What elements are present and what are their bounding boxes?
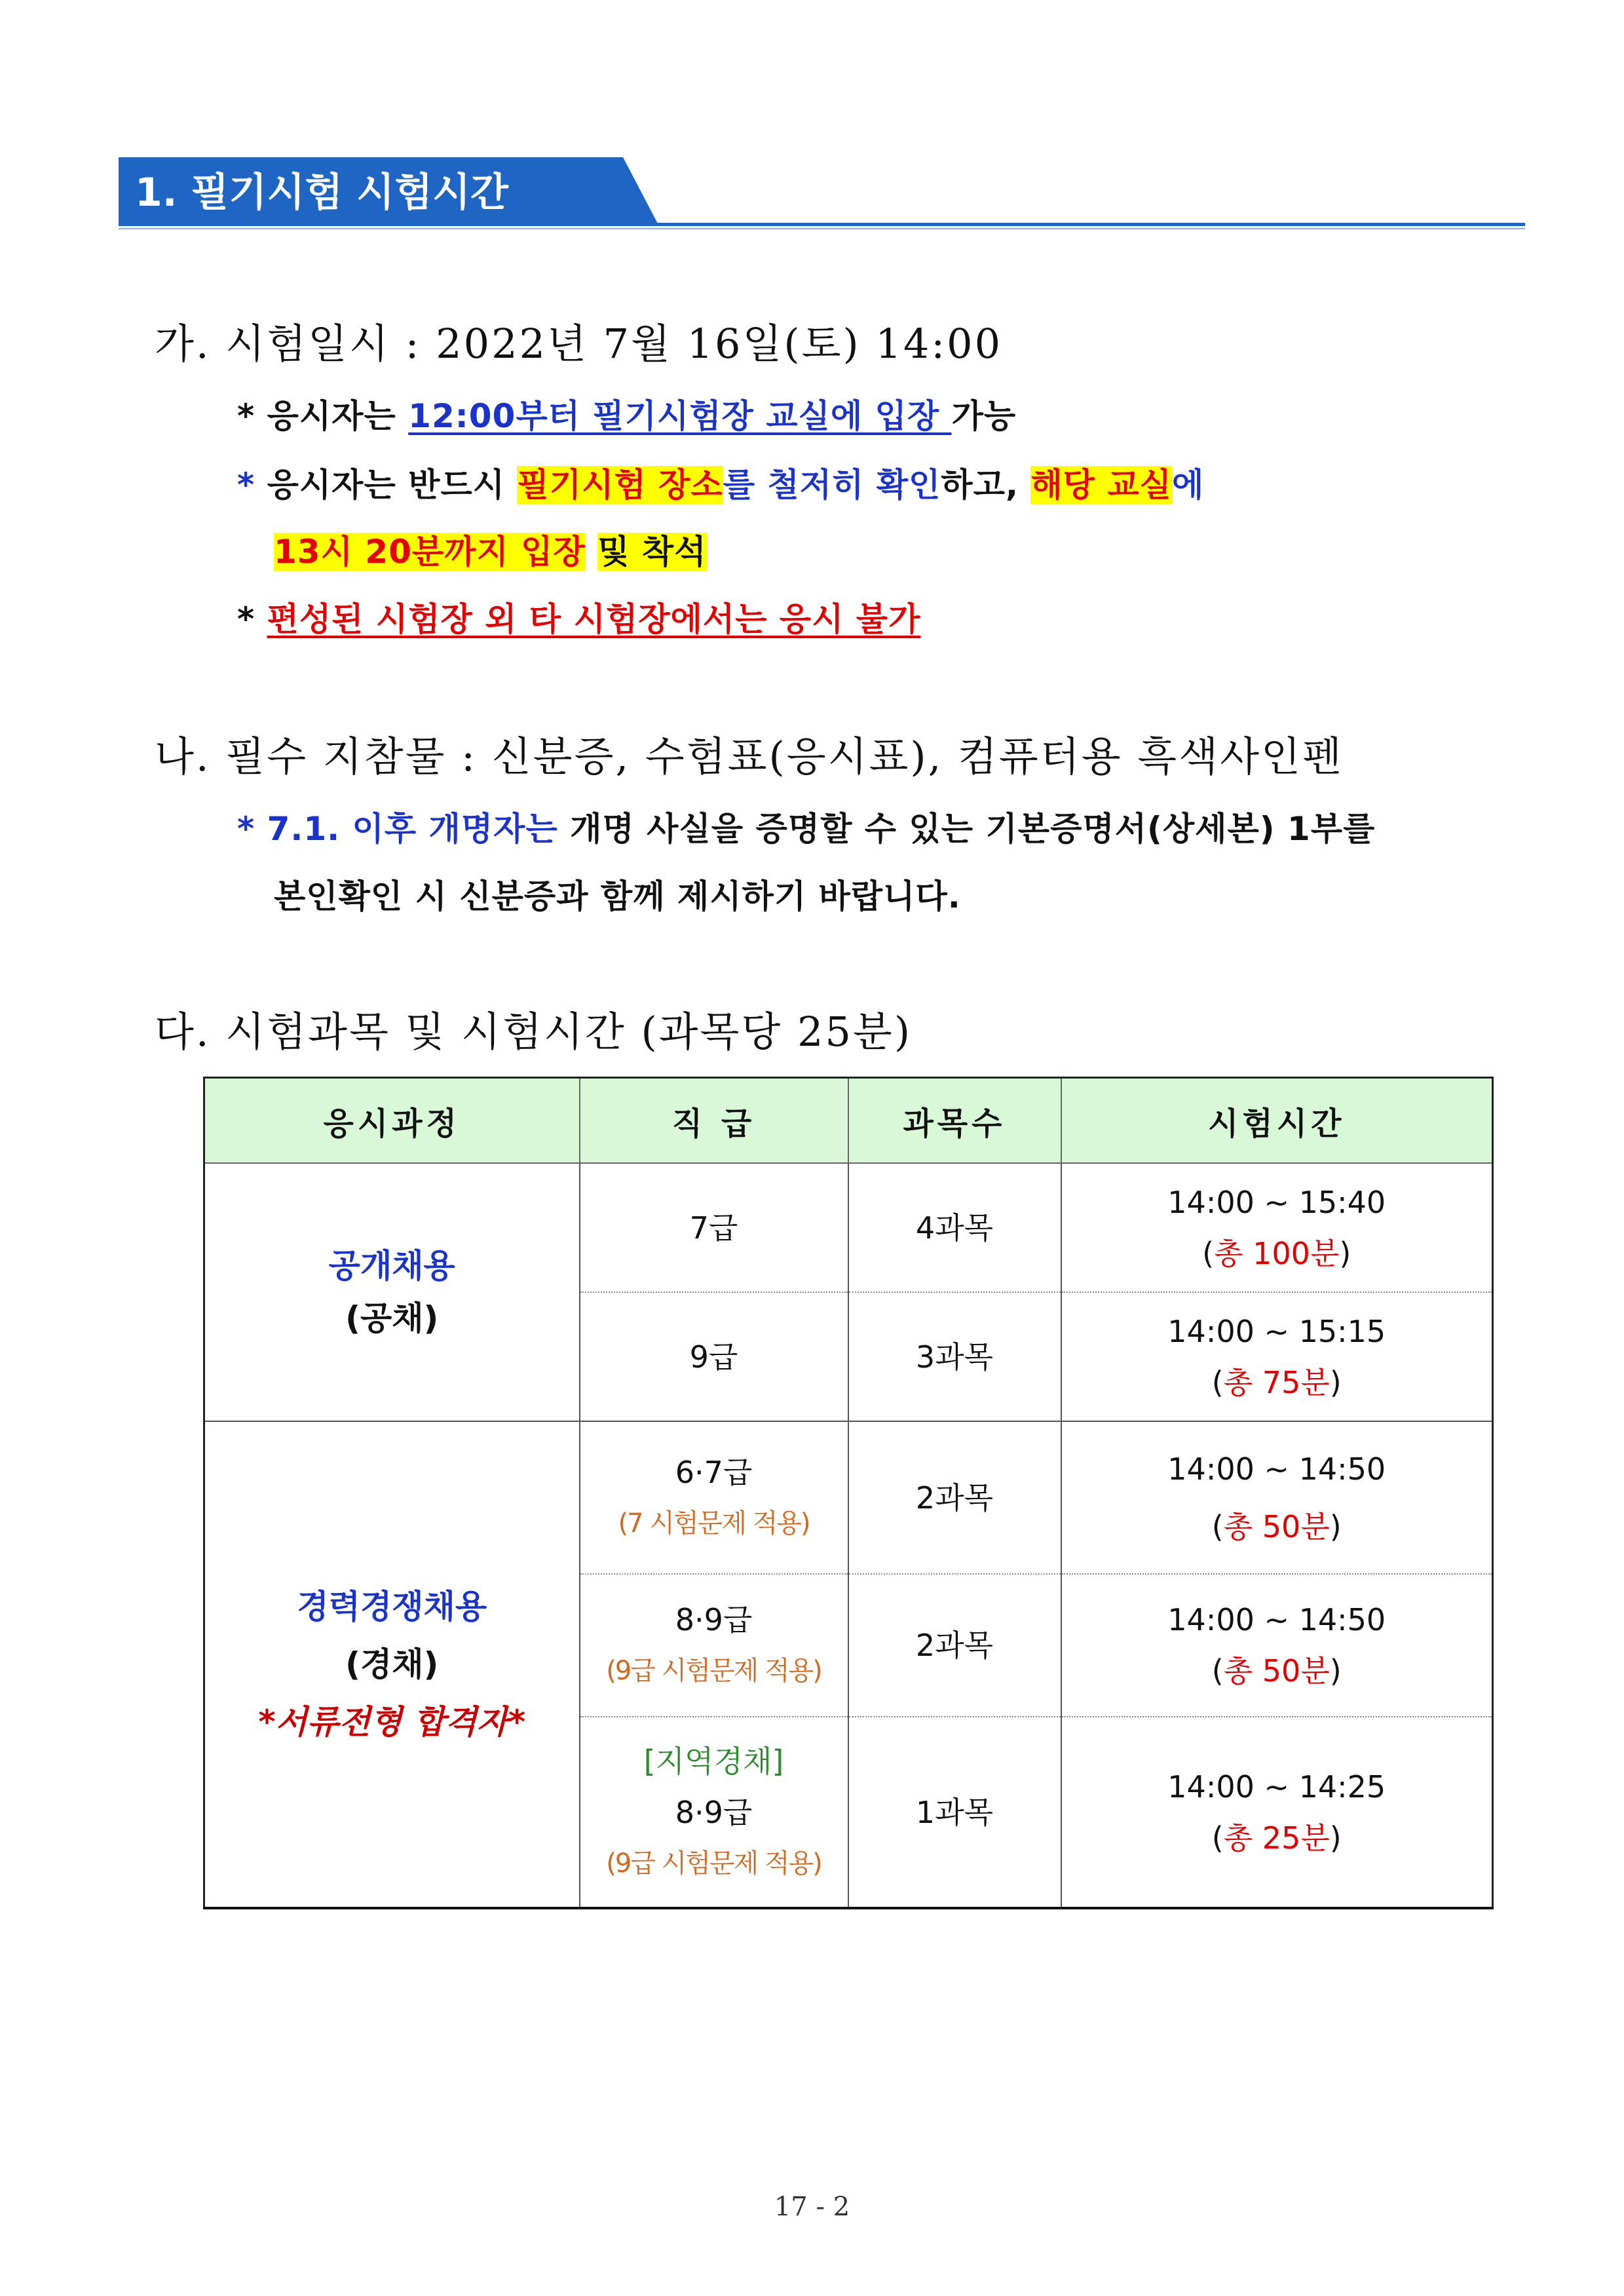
paren: ( (1211, 1364, 1224, 1400)
grade-name: 8·9급 (675, 1602, 753, 1637)
course-career (204, 1421, 580, 1908)
bullet-text: 에 (1171, 466, 1205, 504)
bullet-text: 를 (723, 466, 768, 504)
bullet-text-end: 가능 (951, 397, 1017, 435)
bullet-star: * (237, 397, 267, 435)
spacer-text (586, 533, 597, 571)
bullet-entry-time (237, 393, 1016, 439)
time-total (1062, 1645, 1492, 1696)
exam-schedule-table (203, 1077, 1494, 1909)
time-cell (1061, 1163, 1493, 1292)
highlight-exam-location: 필기시험 장소 (517, 466, 723, 504)
course-open (204, 1163, 580, 1421)
time-total (1062, 1501, 1492, 1552)
total-minutes: 총 25분 (1223, 1820, 1330, 1856)
bullet-star: * (237, 810, 267, 848)
total-minutes: 총 50분 (1223, 1653, 1330, 1689)
paren: ( (1211, 1653, 1224, 1689)
time-range: 14:00 ~ 14:50 (1167, 1451, 1386, 1487)
bullet-star: * (237, 466, 267, 504)
grade-cell (580, 1717, 848, 1908)
bullet-star: * (237, 600, 267, 638)
subjects-cell: 3과목 (848, 1292, 1061, 1421)
time-cell (1061, 1717, 1493, 1908)
time-range: 14:00 ~ 15:15 (1167, 1313, 1386, 1349)
time-cell (1061, 1574, 1493, 1717)
bullet-no-other-site (237, 596, 920, 642)
total-minutes: 총 100분 (1214, 1235, 1340, 1271)
paren: ( (1211, 1508, 1224, 1544)
paren: ) (1329, 1364, 1342, 1400)
total-minutes: 총 75분 (1223, 1364, 1330, 1400)
course-name: 경력경쟁채용 (297, 1588, 487, 1626)
subjects-cell: 2과목 (848, 1574, 1061, 1717)
paren: ) (1329, 1653, 1342, 1689)
highlight-seated: 및 착석 (597, 533, 707, 571)
paren: ) (1339, 1235, 1351, 1271)
bullet-check-room (237, 462, 1204, 508)
entry-time-text: 12:00부터 필기시험장 교실에 입장 (408, 397, 952, 435)
grade-note: (9급 시험문제 적용) (606, 1848, 821, 1879)
note-name-change-line2: 본인확인 시 신분증과 함께 제시하기 바랍니다. (274, 877, 961, 915)
time-total (1062, 1812, 1492, 1864)
grade-name: 8·9급 (675, 1794, 753, 1830)
time-range: 14:00 ~ 14:25 (1167, 1769, 1386, 1805)
header-time: 시험시간 (1061, 1078, 1493, 1164)
page-number: 17 - 2 (774, 2192, 850, 2222)
bullet-check-room-line2 (274, 529, 707, 575)
paren: ) (1329, 1508, 1342, 1544)
grade-cell (580, 1421, 848, 1574)
time-range: 14:00 ~ 14:50 (1167, 1602, 1386, 1637)
time-cell (1061, 1421, 1493, 1574)
total-minutes: 총 50분 (1223, 1508, 1330, 1544)
table-header-row (204, 1078, 1493, 1164)
grade-name: 6·7급 (675, 1454, 753, 1490)
time-total (1062, 1357, 1492, 1408)
course-abbr: (경채) (345, 1645, 439, 1683)
time-cell (1061, 1292, 1493, 1421)
grade-note: (7 시험문제 적용) (618, 1508, 810, 1539)
paren: ) (1329, 1820, 1342, 1856)
highlight-classroom: 해당 교실 (1030, 466, 1172, 504)
section-rule (119, 223, 1525, 226)
subjects-cell: 2과목 (848, 1421, 1061, 1574)
heading-required-items: 나. 필수 지참물 : 신분증, 수험표(응시표), 컴퓨터용 흑색사인펜 (155, 733, 1344, 780)
header-subjects: 과목수 (848, 1078, 1061, 1164)
table-row (204, 1421, 1493, 1574)
heading-exam-date: 가. 시험일시 : 2022년 7월 16일(토) 14:00 (155, 320, 1003, 368)
paren: ( (1202, 1235, 1215, 1271)
heading-subjects-time: 다. 시험과목 및 시험시간 (과목당 25분) (155, 1008, 913, 1056)
bullet-text: 응시자는 (267, 397, 409, 435)
highlight-entry-deadline: 13시 20분까지 입장 (274, 533, 586, 571)
subjects-cell: 1과목 (848, 1717, 1061, 1908)
section-rule-thin (119, 228, 1525, 229)
warning-text: 편성된 시험장 외 타 시험장에서는 응시 불가 (267, 600, 921, 638)
section-title: 1. 필기시험 시험시간 (135, 170, 508, 216)
note-blue-text: 7.1. 이후 개명자는 (267, 810, 558, 848)
grade-cell: 9급 (580, 1292, 848, 1421)
grade-cell: 7급 (580, 1163, 848, 1292)
grade-cell (580, 1574, 848, 1717)
grade-tag: [지역경채] (643, 1743, 784, 1779)
header-grade: 직 급 (580, 1078, 848, 1164)
bullet-text: 하고, (941, 466, 1031, 504)
time-range: 14:00 ~ 15:40 (1167, 1184, 1386, 1220)
note-name-change (237, 806, 1375, 852)
confirm-text: 철저히 확인 (767, 466, 941, 504)
course-name: 공개채용 (328, 1247, 455, 1285)
course-note: *서류전형 합격자* (258, 1703, 526, 1741)
course-abbr: (공채) (345, 1299, 439, 1337)
grade-note: (9급 시험문제 적용) (606, 1656, 821, 1686)
bullet-text: 응시자는 반드시 (267, 466, 518, 504)
paren: ( (1211, 1820, 1224, 1856)
table-row (204, 1163, 1493, 1292)
header-course: 응시과정 (204, 1078, 580, 1164)
note-text: 개명 사실을 증명할 수 있는 기본증명서(상세본) 1부를 (557, 810, 1376, 848)
subjects-cell: 4과목 (848, 1163, 1061, 1292)
time-total (1062, 1228, 1492, 1279)
